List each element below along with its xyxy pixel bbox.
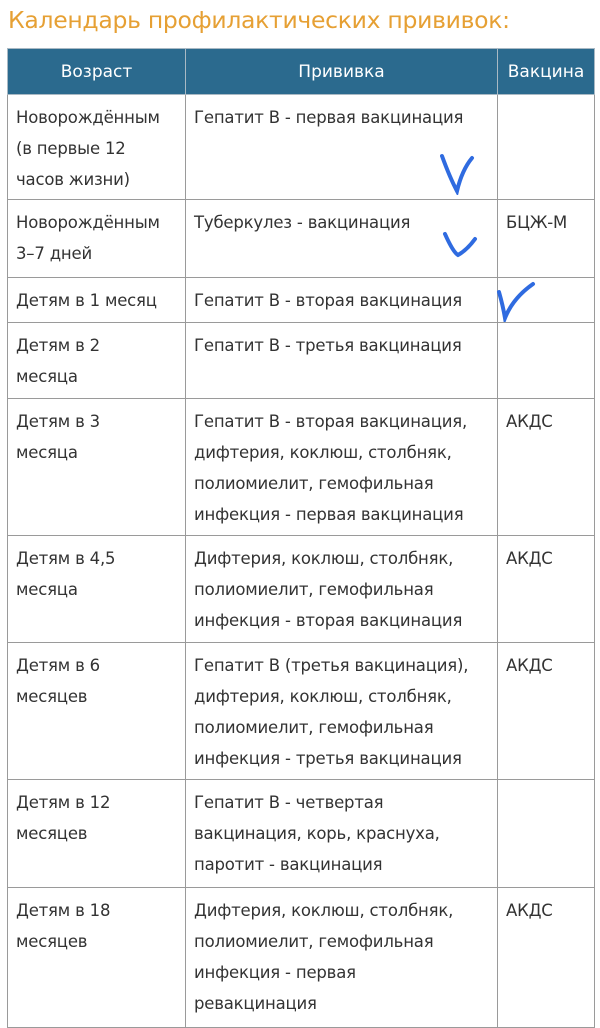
cell-vaccine: БЦЖ-М	[498, 200, 595, 278]
cell-age: Новорождённым 3–7 дней	[8, 200, 186, 278]
cell-vaccine	[498, 780, 595, 888]
table-row	[8, 888, 595, 1028]
cell-age: Детям в 1 месяц	[8, 278, 186, 323]
cell-vaccination: Гепатит В - четвертая вакцинация, корь, краснуха, паротит - вакцинация	[186, 780, 498, 888]
table-row	[8, 399, 595, 536]
cell-vaccine: АКДС	[498, 643, 595, 780]
table-row	[8, 780, 595, 888]
table-row	[8, 536, 595, 643]
table-row	[8, 643, 595, 780]
cell-vaccine	[498, 323, 595, 399]
cell-age: Детям в 4,5 месяца	[8, 536, 186, 643]
header-vaccination: Прививка	[186, 49, 498, 95]
table-row	[8, 323, 595, 399]
cell-vaccination: Дифтерия, коклюш, столбняк, полиомиелит, гемофильная инфекция - первая ревакцинация	[186, 888, 498, 1028]
cell-vaccination: Дифтерия, коклюш, столбняк, полиомиелит, гемофильная инфекция - вторая вакцинация	[186, 536, 498, 643]
cell-vaccination: Гепатит В - вторая вакцинация, дифтерия, коклюш, столбняк, полиомиелит, гемофильная инфекция - первая вакцинация	[186, 399, 498, 536]
table-row	[8, 95, 595, 200]
table-header-row	[8, 49, 595, 95]
cell-vaccine	[498, 95, 595, 200]
header-vaccine: Вакцина	[498, 49, 595, 95]
page-title: Календарь профилактических прививок:	[8, 6, 510, 34]
cell-age: Новорождённым (в первые 12 часов жизни)	[8, 95, 186, 200]
vaccination-schedule-table	[7, 48, 595, 1028]
cell-vaccination: Туберкулез - вакцинация	[186, 200, 498, 278]
cell-age: Детям в 6 месяцев	[8, 643, 186, 780]
cell-vaccine	[498, 278, 595, 323]
cell-age: Детям в 2 месяца	[8, 323, 186, 399]
cell-vaccine: АКДС	[498, 536, 595, 643]
cell-age: Детям в 18 месяцев	[8, 888, 186, 1028]
cell-age: Детям в 3 месяца	[8, 399, 186, 536]
cell-vaccination: Гепатит В - третья вакцинация	[186, 323, 498, 399]
table-row	[8, 278, 595, 323]
cell-vaccine: АКДС	[498, 888, 595, 1028]
cell-age: Детям в 12 месяцев	[8, 780, 186, 888]
table-row	[8, 200, 595, 278]
cell-vaccination: Гепатит В - первая вакцинация	[186, 95, 498, 200]
cell-vaccination: Гепатит В (третья вакцинация), дифтерия, коклюш, столбняк, полиомиелит, гемофильная инфекция - третья вакцинация	[186, 643, 498, 780]
header-age: Возраст	[8, 49, 186, 95]
cell-vaccine: АКДС	[498, 399, 595, 536]
cell-vaccination: Гепатит В - вторая вакцинация	[186, 278, 498, 323]
